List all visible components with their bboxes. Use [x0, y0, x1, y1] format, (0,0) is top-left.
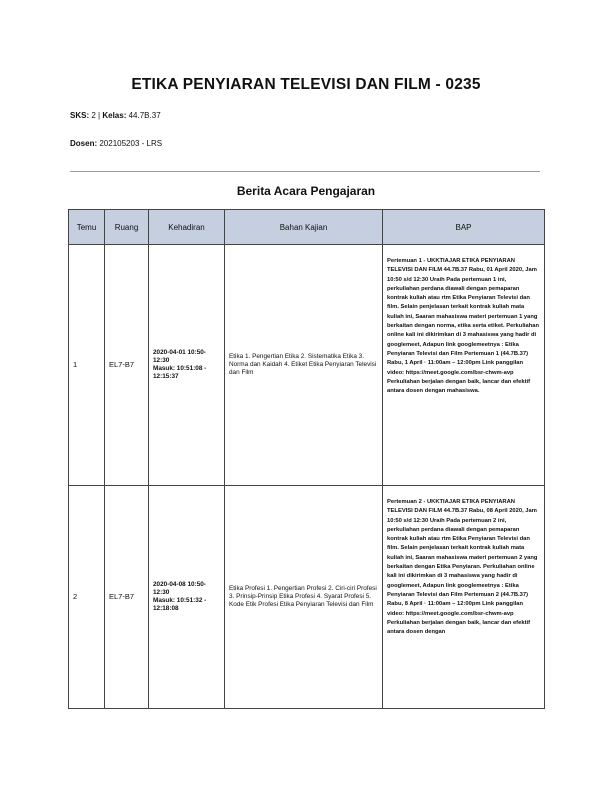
- header-bap: BAP: [383, 210, 545, 245]
- header-temu: Temu: [69, 210, 105, 245]
- cell-ruang: EL7-B7: [105, 245, 149, 486]
- sks-value: 2: [91, 111, 96, 120]
- kelas-label: Kelas:: [102, 111, 127, 120]
- meta-separator: |: [98, 111, 101, 120]
- dosen-label: Dosen:: [70, 139, 98, 148]
- teaching-record-table: [68, 209, 545, 709]
- cell-ruang: EL7-B7: [105, 486, 149, 709]
- kehadiran-masuk: Masuk: 10:51:32 - 12:18:08: [153, 597, 207, 612]
- cell-temu: 2: [69, 486, 105, 709]
- header-ruang: Ruang: [105, 210, 149, 245]
- kehadiran-time: 2020-04-08 10:50-12:30: [153, 581, 206, 596]
- divider: [70, 171, 540, 172]
- sks-label: SKS:: [70, 111, 90, 120]
- table-row: [69, 486, 545, 709]
- cell-bahan-kajian: Etika Profesi 1. Pengertian Profesi 2. Ciri-ciri Profesi 3. Prinsip-Prinsip Etika Profesi 4. Syarat Profesi 5. Kode Etik Profesi Etika Penyiaran Televisi dan Film: [225, 486, 383, 709]
- table-row: [69, 245, 545, 486]
- cell-temu: 1: [69, 245, 105, 486]
- kehadiran-time: 2020-04-01 10:50-12:30: [153, 349, 206, 364]
- header-bahan-kajian: Bahan Kajian: [225, 210, 383, 245]
- header-kehadiran: Kehadiran: [149, 210, 225, 245]
- cell-bap: Pertemuan 1 - UKKTIAJAR ETIKA PENYIARAN TELEVISI DAN FILM 44.7B.37 Rabu, 01 April 2020, Jam 10:50 s/d 12:30 Uraih Pada pertemuan 1 ini, perkuliahan perdana diawali dengan pemaparan kontrak kuliah atau rtm Etika Penyiaran Televisi dan film. Selain penjelasan terkait kontrak kuliah mata kuliah ini, Saaran mahasiswa materi pertemuan 1 yang berkaitan dengan norma, etika serta etiket. Perkuliahan online kali ini dikirimkan di 3 mahasiswa yang hadir di googlemeet, Adapun link googlemeetnya : Etika Penyiaran Televisi dan Film Pertemuan 1 (44.7B.37) Rabu, 1 April · 11:00am – 12:00pm Link panggilan video: https://meet.google.com/bsr-chwm-avp Perkuliahan berjalan dengan baik, lancar dan efektif antara dosen dengan mahasiswa.: [383, 245, 545, 486]
- cell-kehadiran: [149, 245, 225, 486]
- kehadiran-masuk: Masuk: 10:51:08 - 12:15:37: [153, 365, 207, 380]
- document-title: ETIKA PENYIARAN TELEVISI DAN FILM - 0235: [131, 76, 481, 93]
- dosen-value: 202105203 - LRS: [99, 139, 163, 148]
- table-header-row: [69, 210, 545, 245]
- cell-bahan-kajian: Etika 1. Pengertian Etika 2. Sistematika Etika 3. Norma dan Kaidah 4. Etiket Etika Penyiaran Televisi dan Film: [225, 245, 383, 486]
- course-meta: [70, 111, 161, 120]
- kelas-value: 44.7B.37: [128, 111, 161, 120]
- lecturer-meta: [70, 139, 162, 148]
- cell-kehadiran: [149, 486, 225, 709]
- cell-bap: Pertemuan 2 - UKKTIAJAR ETIKA PENYIARAN TELEVISI DAN FILM 44.7B.37 Rabu, 08 April 2020, Jam 10:50 s/d 12:30 Uraih Pada pertemuan 2 ini, perkuliahan perdana diawali dengan pemaparan kontrak kuliah atau rtm Etika Penyiaran Televisi dan film. Selain penjelasan terkait kontrak kuliah mata kuliah ini, Saaran mahasiswa materi pertemuan 2 yang berkaitan dengan Etika Penyiaran. Perkuliahan online kali ini dikirimkan di 3 mahasiswa yang hadir di googlemeet, Adapun link googlemeetnya : Etika Penyiaran Televisi dan Film Pertemuan 2 (44.7B.37) Rabu, 8 April · 11:00am – 12:00pm Link panggilan video: https://meet.google.com/bsr-chwm-avp Perkuliahan berjalan dengan baik, lancar dan efektif antara dosen dengan: [383, 486, 545, 709]
- section-title: Berita Acara Pengajaran: [236, 184, 376, 198]
